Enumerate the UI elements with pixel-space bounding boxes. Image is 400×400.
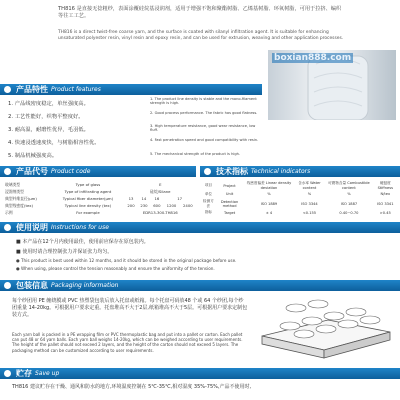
table-cell: 玻璃类型 xyxy=(5,181,21,187)
table-cell: 2400 xyxy=(182,203,193,208)
usage-item-en-1: ● This product is best used within 12 months, and it should be stored in the original package before use. xyxy=(16,258,237,263)
table-cell: % xyxy=(307,192,312,197)
usage-item-zh-1: ■ 本产品在12个月内使用最佳，使用前应保存在原包装内。 xyxy=(16,239,149,245)
table-cell: Type of infiltrating agent xyxy=(64,189,112,194)
feature-item-en-1: 1. The product line density is stable and the mono-filament strength is high. xyxy=(150,97,257,106)
table-cell: Typical line density (tex) xyxy=(64,203,112,208)
table-cell: 指标 xyxy=(204,210,212,215)
table-cell: 硅烷/Silane xyxy=(150,188,171,194)
usage-title-zh: 使用说明 xyxy=(16,223,48,232)
save-header xyxy=(0,368,400,379)
section-bullet-icon xyxy=(4,168,11,175)
save-title-zh: 贮存 xyxy=(16,369,32,378)
product-code-table xyxy=(4,181,196,216)
intro-english: TH816 is a direct twist-free coarse yarn, and the surface is coated with silanyl infiltration agent. It is suitable for enhancing unsaturated polyester resin, vinyl resin and epoxy resin, and can be used for extrusion, weaving and other application processes. xyxy=(58,30,344,41)
table-cell: ISO 3344 xyxy=(301,201,318,206)
table-header: 硬挺度 Stiffness xyxy=(377,181,393,190)
table-cell: >0.45 xyxy=(379,210,391,215)
section-bullet-icon xyxy=(4,224,11,231)
table-cell: <0.155 xyxy=(302,210,317,215)
feature-item-zh-1: 1. 产品线密度稳定，单丝强度高。 xyxy=(8,101,89,107)
section-bullet-icon xyxy=(204,168,211,175)
table-header: 可燃物含量 Combustible content xyxy=(328,181,370,190)
product-code-header xyxy=(0,166,196,177)
section-bullet-icon xyxy=(4,282,11,289)
table-cell: 13 xyxy=(128,196,134,201)
feature-item-en-2: 2. Good process performance. The fabric has good flatness. xyxy=(150,111,258,115)
table-cell: 典型纤维直径(μm) xyxy=(5,195,37,201)
table-cell: ± 4 xyxy=(265,210,273,215)
table-cell: 示例 xyxy=(5,209,13,215)
table-cell: 200 xyxy=(127,203,135,208)
pallet-illustration xyxy=(254,296,396,362)
intro-chinese: TH816 是直接无捻粗纱，表面涂覆硅烷基浸润剂，适用于增强不饱和聚酯树脂、乙烯基树脂、环氧树脂，可用于拉挤、编织等往工工艺。 xyxy=(58,6,342,20)
usage-title-en: Instructions for use xyxy=(51,224,109,231)
usage-item-text: When using, please control the tension reasonably and ensure the uniformity of the tension. xyxy=(21,266,215,271)
table-cell: 230 xyxy=(140,203,148,208)
watermark: boxian888.com xyxy=(274,53,352,63)
table-cell: 浸润剂类型 xyxy=(5,188,24,194)
table-cell: ISO 1887 xyxy=(340,201,358,206)
table-header: 线密度偏差 Linear density deviation xyxy=(246,181,292,190)
usage-header xyxy=(0,222,400,233)
tech-title-en: Technical indicators xyxy=(251,168,311,175)
table-cell: Type of glass xyxy=(75,182,101,187)
table-header-row xyxy=(202,181,398,190)
feature-item-zh-3: 3. 耐高温，耐磨性优异，毛羽低。 xyxy=(8,127,89,133)
tech-title-zh: 技术指标 xyxy=(216,167,248,176)
feature-item-en-5: 5. The mechanical strength of the product is high. xyxy=(150,152,241,156)
table-cell: 14 xyxy=(141,196,147,201)
table-cell: ISO 3341 xyxy=(377,201,394,206)
table-cell: For example xyxy=(76,210,100,215)
table-cell: Typical fiber diameter(μm) xyxy=(62,196,114,201)
usage-item-text: 本产品在12个月内使用最佳，使用前应保存在原包装内。 xyxy=(22,239,149,245)
table-cell: E xyxy=(159,182,162,187)
table-header: Project xyxy=(223,183,236,188)
table-row xyxy=(4,202,196,209)
table-cell: 1200 xyxy=(166,203,177,208)
table-cell: EDR13-300-TH816 xyxy=(142,210,178,215)
features-header xyxy=(0,84,262,95)
table-row xyxy=(4,195,196,202)
table-cell: 600 xyxy=(153,203,161,208)
table-header: 含水率 Water content xyxy=(298,181,321,190)
table-row xyxy=(4,181,196,188)
table-cell: ISO 1889 xyxy=(260,201,278,206)
product-code-title-en: Product code xyxy=(51,168,91,175)
table-cell: 0.40~0.70 xyxy=(339,210,359,215)
table-cell: % xyxy=(267,192,271,197)
table-cell: Target xyxy=(224,210,236,215)
packaging-text-zh: 每个纱团用 PE 缠绕膜或 PVC 热塑袋包装后放入托盘或纸箱。每个托盘可码放48 个或 64 个纱团,每个纱团重量 14-20kg。可根据用户要求定重。托盘堆高不大于2层,纸箱堆高不大于5层。可根据用户要求定制包装方式。 xyxy=(12,298,248,318)
save-title-en: Save up xyxy=(35,370,60,377)
usage-item-zh-2: ■ 使用时请合理控制张力并保证张力均匀。 xyxy=(16,249,113,255)
table-cell: 检测方法 xyxy=(203,198,214,208)
feature-item-zh-2: 2. 工艺性能好，织物平整度好。 xyxy=(8,114,84,120)
table-row xyxy=(202,209,398,218)
feature-item-zh-4: 4. 快速浸透速度快，与树脂相容性优。 xyxy=(8,140,100,146)
table-row xyxy=(4,209,196,216)
pallet-diagram xyxy=(254,296,396,362)
usage-item-text: 使用时请合理控制张力并保证张力均匀。 xyxy=(22,249,113,255)
features-title-en: Product features xyxy=(51,86,101,93)
section-bullet-icon xyxy=(4,370,11,377)
table-cell: 17 xyxy=(177,196,183,201)
table-cell: 16 xyxy=(154,196,160,201)
usage-item-text: This product is best used within 12 months, and it should be stored in the original package before use. xyxy=(21,258,237,263)
table-row xyxy=(202,190,398,199)
table-row xyxy=(202,199,398,209)
features-title-zh: 产品特性 xyxy=(16,85,48,94)
packaging-header xyxy=(0,280,400,291)
table-header: 项目 xyxy=(204,183,212,187)
section-bullet-icon xyxy=(4,86,11,93)
product-code-title-zh: 产品代号 xyxy=(16,167,48,176)
tech-header xyxy=(200,166,400,177)
table-cell: 单位 xyxy=(204,191,212,196)
usage-item-en-2: ● When using, please control the tension reasonably and ensure the uniformity of the tension. xyxy=(16,266,215,271)
table-cell: Detection method xyxy=(220,199,239,208)
packaging-title-en: Packaging information xyxy=(51,282,119,289)
table-cell: 典型线密度(tex) xyxy=(5,202,33,208)
tech-table xyxy=(202,181,398,217)
feature-item-en-3: 3. High temperature resistance, good wear resistance, low fluff. xyxy=(150,124,256,133)
save-text-zh: TH816 建议贮存在干燥、通风和防水的地方,环境温度控制在 5℃-35℃,相对湿度 35%-75%,产品不使用时, xyxy=(12,384,252,390)
table-cell: % xyxy=(347,192,351,197)
packaging-text-en: Each yarn ball is packed in a PE wrapping film or PVC thermoplastic bag and put into a pallet or carton. Each pallet can put 48 or 64 yarn balls. Each yarn ball weighs 14-20kg, which can be weighed according to user requirements. The height of the pallet should not exceed 2 layers, and the height of the carton should not exceed 5 layers. The packaging method can be customized according to user requirements. xyxy=(12,332,243,353)
table-row xyxy=(4,188,196,195)
feature-item-en-4: 4. Fast penetration speed and good compatibility with resin. xyxy=(150,138,259,142)
packaging-title-zh: 包装信息 xyxy=(16,281,48,290)
table-cell: N/tex xyxy=(380,192,391,197)
table-cell: Unit xyxy=(225,192,234,197)
feature-item-zh-5: 5. 制品机械强度高。 xyxy=(8,153,58,159)
